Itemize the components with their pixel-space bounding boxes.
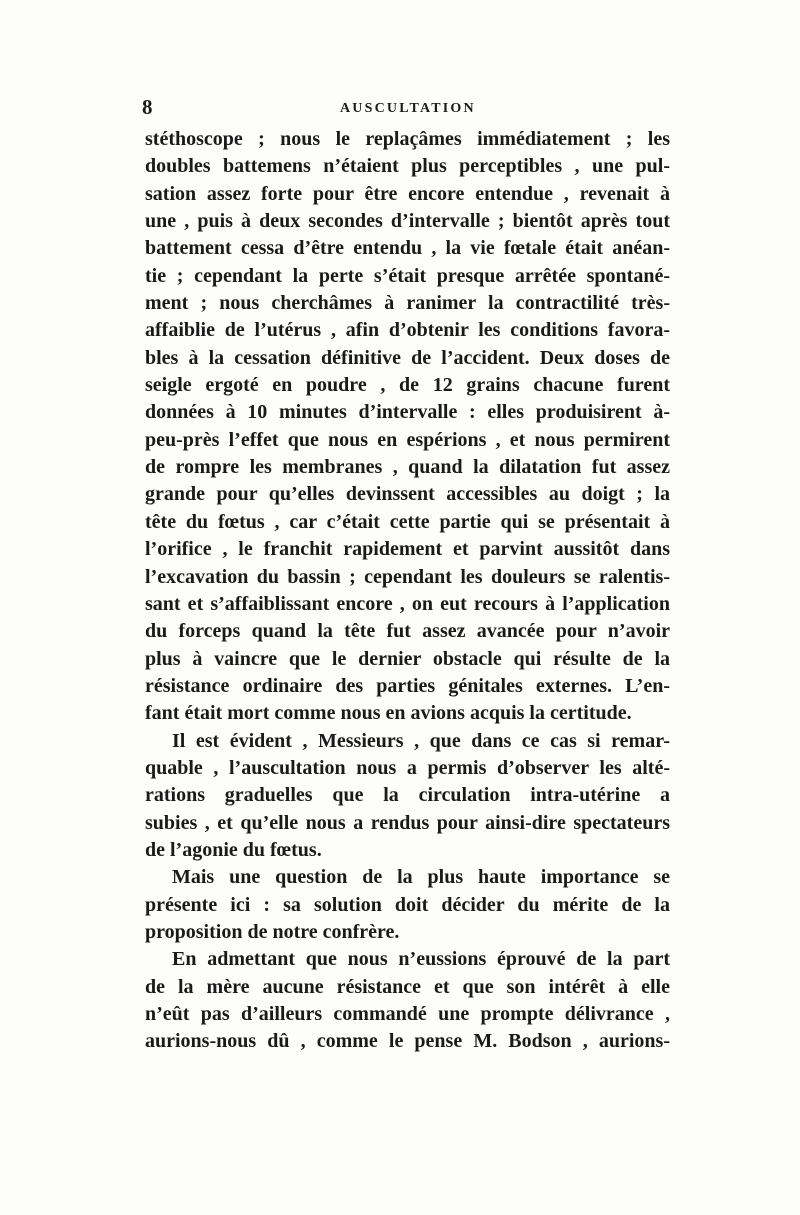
page-header [140,95,670,121]
text-line: battement cessa d’être entendu , la vie fœtale était anéan- [145,237,670,260]
text-line: subies , et qu’elle nous a rendus pour ainsi-dire spectateurs [145,811,670,834]
text-line: doubles battemens n’étaient plus perceptibles , une pul- [145,155,670,178]
text-line: stéthoscope ; nous le replaçâmes immédiatement ; les [145,128,670,150]
text-line: Mais une question de la plus haute importance se [172,866,670,889]
text-line: de rompre les membranes , quand la dilatation fut assez [145,456,670,479]
text-line: sant et s’affaiblissant encore , on eut recours à l’application [145,592,670,615]
text-line: plus à vaincre que le dernier obstacle qui résulte de la [145,647,670,670]
text-line: du forceps quand la tête fut assez avancée pour n’avoir [145,620,670,643]
text-line: bles à la cessation définitive de l’accident. Deux doses de [145,346,670,369]
text-line: tête du fœtus , car c’était cette partie qui se présentait à [145,510,670,533]
body-text [145,126,670,1056]
text-line: l’orifice , le franchit rapidement et parvint aussitôt dans [145,538,670,561]
text-line: présente ici : sa solution doit décider du mérite de la [145,893,670,916]
text-line: rations graduelles que la circulation intra-utérine a [145,784,670,807]
text-line: tie ; cependant la perte s’était presque arrêtée spontané- [145,264,670,287]
text-line: affaiblie de l’utérus , afin d’obtenir les conditions favora- [145,319,670,342]
text-line: de la mère aucune résistance et que son intérêt à elle [145,975,670,998]
page-number: 8 [142,95,153,119]
text-line: l’excavation du bassin ; cependant les douleurs se ralentis- [145,565,670,588]
text-line: Il est évident , Messieurs , que dans ce cas si remar- [172,729,670,752]
text-line: seigle ergoté en poudre , de 12 grains chacune furent [145,374,670,397]
running-head: AUSCULTATION [340,101,476,116]
text-line: quable , l’auscultation nous a permis d’observer les alté- [145,756,670,779]
text-line: aurions-nous dû , comme le pense M. Bodson , aurions- [145,1030,670,1053]
text-line: n’eût pas d’ailleurs commandé une prompte délivrance , [145,1003,670,1025]
text-line: de l’agonie du fœtus. [145,838,322,861]
text-line: une , puis à deux secondes d’intervalle ; bientôt après tout [145,210,670,233]
text-line: peu-près l’effet que nous en espérions , et nous permirent [145,428,670,451]
text-line: grande pour qu’elles devinssent accessibles au doigt ; la [145,483,670,506]
text-line: proposition de notre confrère. [145,920,400,943]
text-line: En admettant que nous n’eussions éprouvé de la part [172,948,670,971]
text-line: fant était mort comme nous en avions acquis la certitude. [145,702,632,725]
text-line: résistance ordinaire des parties génitales externes. L’en- [145,674,670,697]
text-line: sation assez forte pour être encore entendue , revenait à [145,182,670,205]
text-line: ment ; nous cherchâmes à ranimer la contractilité très- [145,292,670,315]
text-line: données à 10 minutes d’intervalle : elles produisirent à- [145,401,670,424]
